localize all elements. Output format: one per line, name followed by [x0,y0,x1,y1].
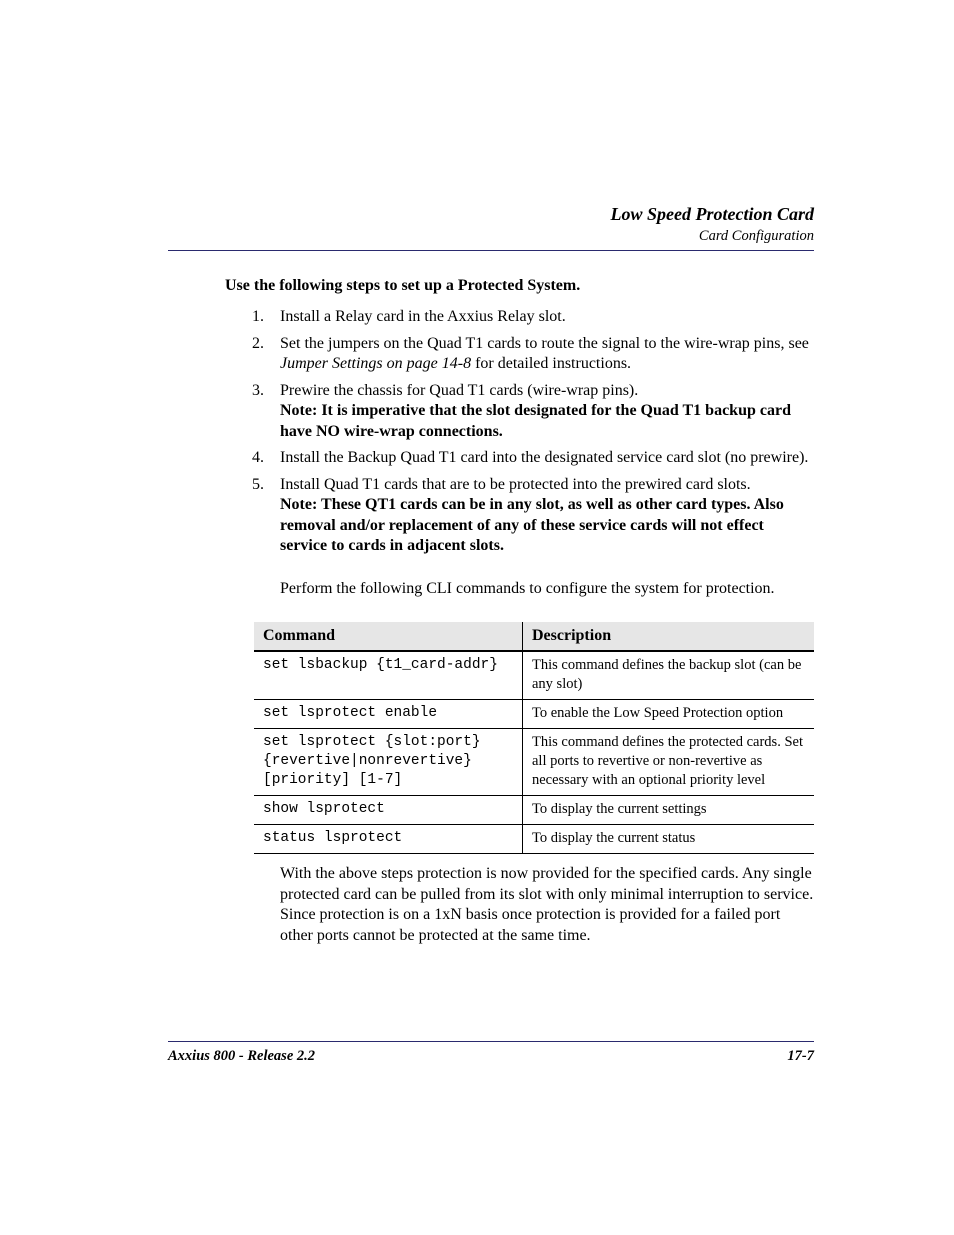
step-note: Note: It is imperative that the slot designated for the Quad T1 backup card have NO wire-wrap connections. [280,402,791,440]
command-cell: set lsprotect enable [254,700,523,729]
description-cell: To display the current status [523,825,815,854]
column-header-description: Description [523,622,815,651]
step-text: Install a Relay card in the Axxius Relay slot. [280,308,566,325]
header-rule [168,250,814,251]
list-item [250,307,814,328]
description-cell: This command defines the protected cards. Set all ports to revertive or non-revertive as necessary with an optional priority level [523,729,815,796]
running-header-title: Low Speed Protection Card [610,204,814,224]
description-cell: This command defines the backup slot (can be any slot) [523,651,815,700]
command-cell: set lsprotect {slot:port} {revertive|nonrevertive} [priority] [1-7] [254,729,523,796]
table-row [254,700,814,729]
section-lead: Use the following steps to set up a Protected System. [225,277,581,294]
running-header-subtitle: Card Configuration [698,228,814,244]
table-header-row [254,622,814,651]
step-text: Set the jumpers on the Quad T1 cards to route the signal to the wire-wrap pins, see [280,334,809,352]
footer-product-release: Axxius 800 - Release 2.2 [168,1048,316,1064]
instruction-paragraph: Perform the following CLI commands to configure the system for protection. [280,580,775,597]
command-cell: set lsbackup {t1_card-addr} [254,651,523,700]
command-cell: show lsprotect [254,796,523,825]
cli-commands-table [254,622,814,854]
command-cell: status lsprotect [254,825,523,854]
list-item [250,448,814,469]
step-text: Install Quad T1 cards that are to be protected into the prewired card slots. [280,475,751,493]
description-cell: To enable the Low Speed Protection option [523,700,815,729]
table-row [254,796,814,825]
footer-rule [168,1041,814,1042]
description-cell: To display the current settings [523,796,815,825]
steps-list [250,307,814,563]
step-text: Prewire the chassis for Quad T1 cards (wire-wrap pins). [280,381,639,399]
table-row [254,825,814,854]
step-text: Install the Backup Quad T1 card into the designated service card slot (no prewire). [280,449,809,466]
table-row [254,729,814,796]
step-number: 4. [252,449,264,466]
step-number: 3. [252,381,264,399]
list-item [250,334,814,375]
step-number: 5. [252,475,264,493]
page-number: 17-7 [787,1048,814,1064]
list-item [250,475,814,557]
column-header-command: Command [254,622,523,651]
step-note: Note: These QT1 cards can be in any slot, as well as other card types. Also removal and/or replacement of any of these service cards will not effect service to cards in adjacent slots. [280,496,784,554]
step-number: 2. [252,334,264,352]
step-text: for detailed instructions. [471,355,632,372]
list-item [250,381,814,443]
closing-paragraph: With the above steps protection is now provided for the specified cards. Any single protected card can be pulled from its slot with only minimal interruption to service. Since protection is on a 1xN basis once protection is provided for a failed port other ports cannot be protected at the same time. [280,865,814,944]
table-row [254,651,814,700]
step-number: 1. [252,308,264,325]
cross-reference-link[interactable]: Jumper Settings on page 14-8 [280,355,472,372]
